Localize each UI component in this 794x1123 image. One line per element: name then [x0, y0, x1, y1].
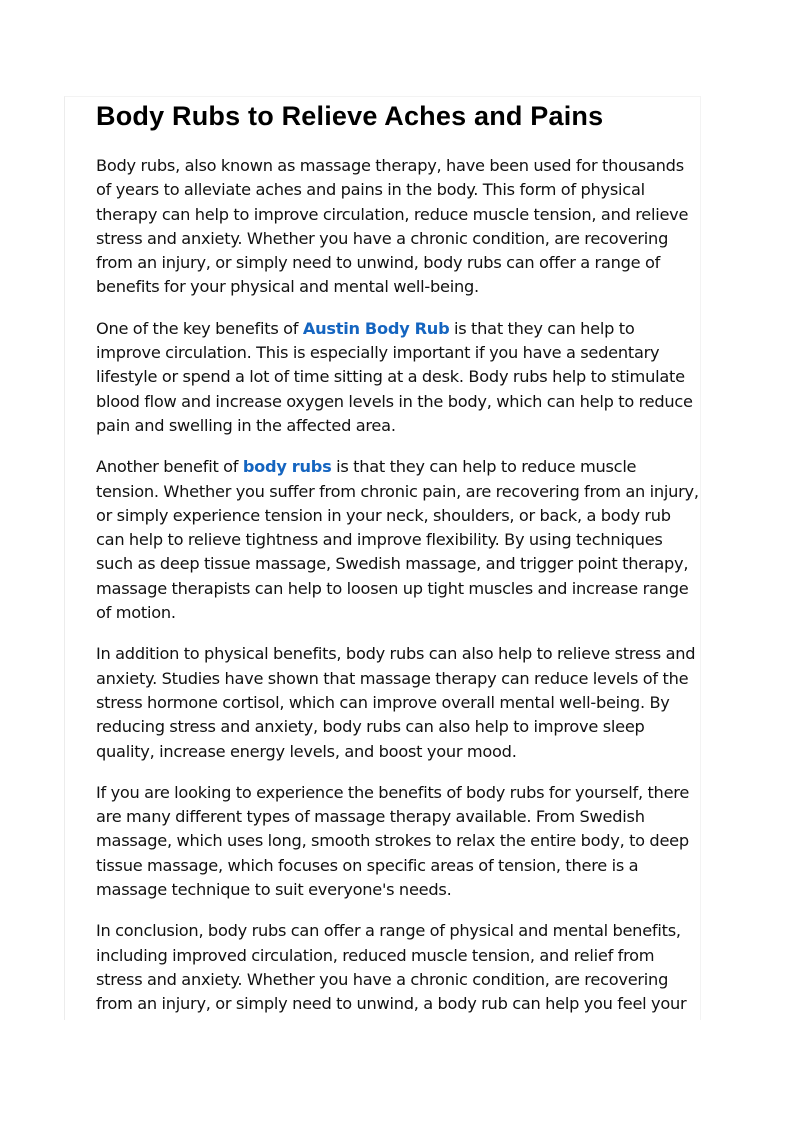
body-rubs-link[interactable]: body rubs: [242, 457, 332, 477]
austin-body-rub-link[interactable]: Austin Body Rub: [302, 318, 450, 338]
paragraph-text: is that they can help to improve circulation. This is especially important if you have a sedentary lifestyle or spend a lot of time sitting at a desk. Body rubs help to stimulate blood flow and increase oxygen levels in the body, which can help to reduce pain and swelling in the affected area.: [96, 318, 693, 435]
paragraph-text: is that they can help to reduce muscle tension. Whether you suffer from chronic pain, are recovering from an injury, or simply experience tension in your neck, shoulders, or back, a body rub can help to relieve tightness and improve flexibility. By using techniques such as deep tissue massage, Swedish massage, and trigger point therapy, massage therapists can help to loosen up tight muscles and increase range of motion.: [96, 457, 699, 623]
paragraph-stress: In addition to physical benefits, body rubs can also help to relieve stress and anxiety. Studies have shown that massage therapy can reduce levels of the stress hormone cortisol, which can improve overall mental well-being. By reducing stress and anxiety, body rubs can also help to improve sleep quality, increase energy levels, and boost your mood.: [96, 644, 696, 761]
paragraph-circulation: [96, 317, 701, 438]
paragraph-text: One of the key benefits of: [96, 318, 303, 338]
article-title: Body Rubs to Relieve Aches and Pains: [96, 101, 604, 131]
paragraph-conclusion: In conclusion, body rubs can offer a range of physical and mental benefits, including improved circulation, reduced muscle tension, and relief from stress and anxiety. Whether you have a chronic condition, are recovering from an injury, or simply need to unwind, a body rub can help you feel your: [96, 921, 687, 1014]
article: [96, 98, 701, 1020]
paragraph-text: Another benefit of: [96, 457, 243, 477]
paragraph-intro: Body rubs, also known as massage therapy, have been used for thousands of years to alleviate aches and pains in the body. This form of physical therapy can help to improve circulation, reduce muscle tension, and relieve stress and anxiety. Whether you have a chronic condition, are recovering from an injury, or simply need to unwind, body rubs can offer a range of benefits for your physical and mental well-being.: [96, 156, 689, 297]
paragraph-types: If you are looking to experience the benefits of body rubs for yourself, there are many different types of massage therapy available. From Swedish massage, which uses long, smooth strokes to relax the entire body, to deep tissue massage, which focuses on specific areas of tension, there is a massage technique to suit everyone's needs.: [96, 782, 690, 900]
paragraph-muscle-tension: [96, 455, 701, 625]
